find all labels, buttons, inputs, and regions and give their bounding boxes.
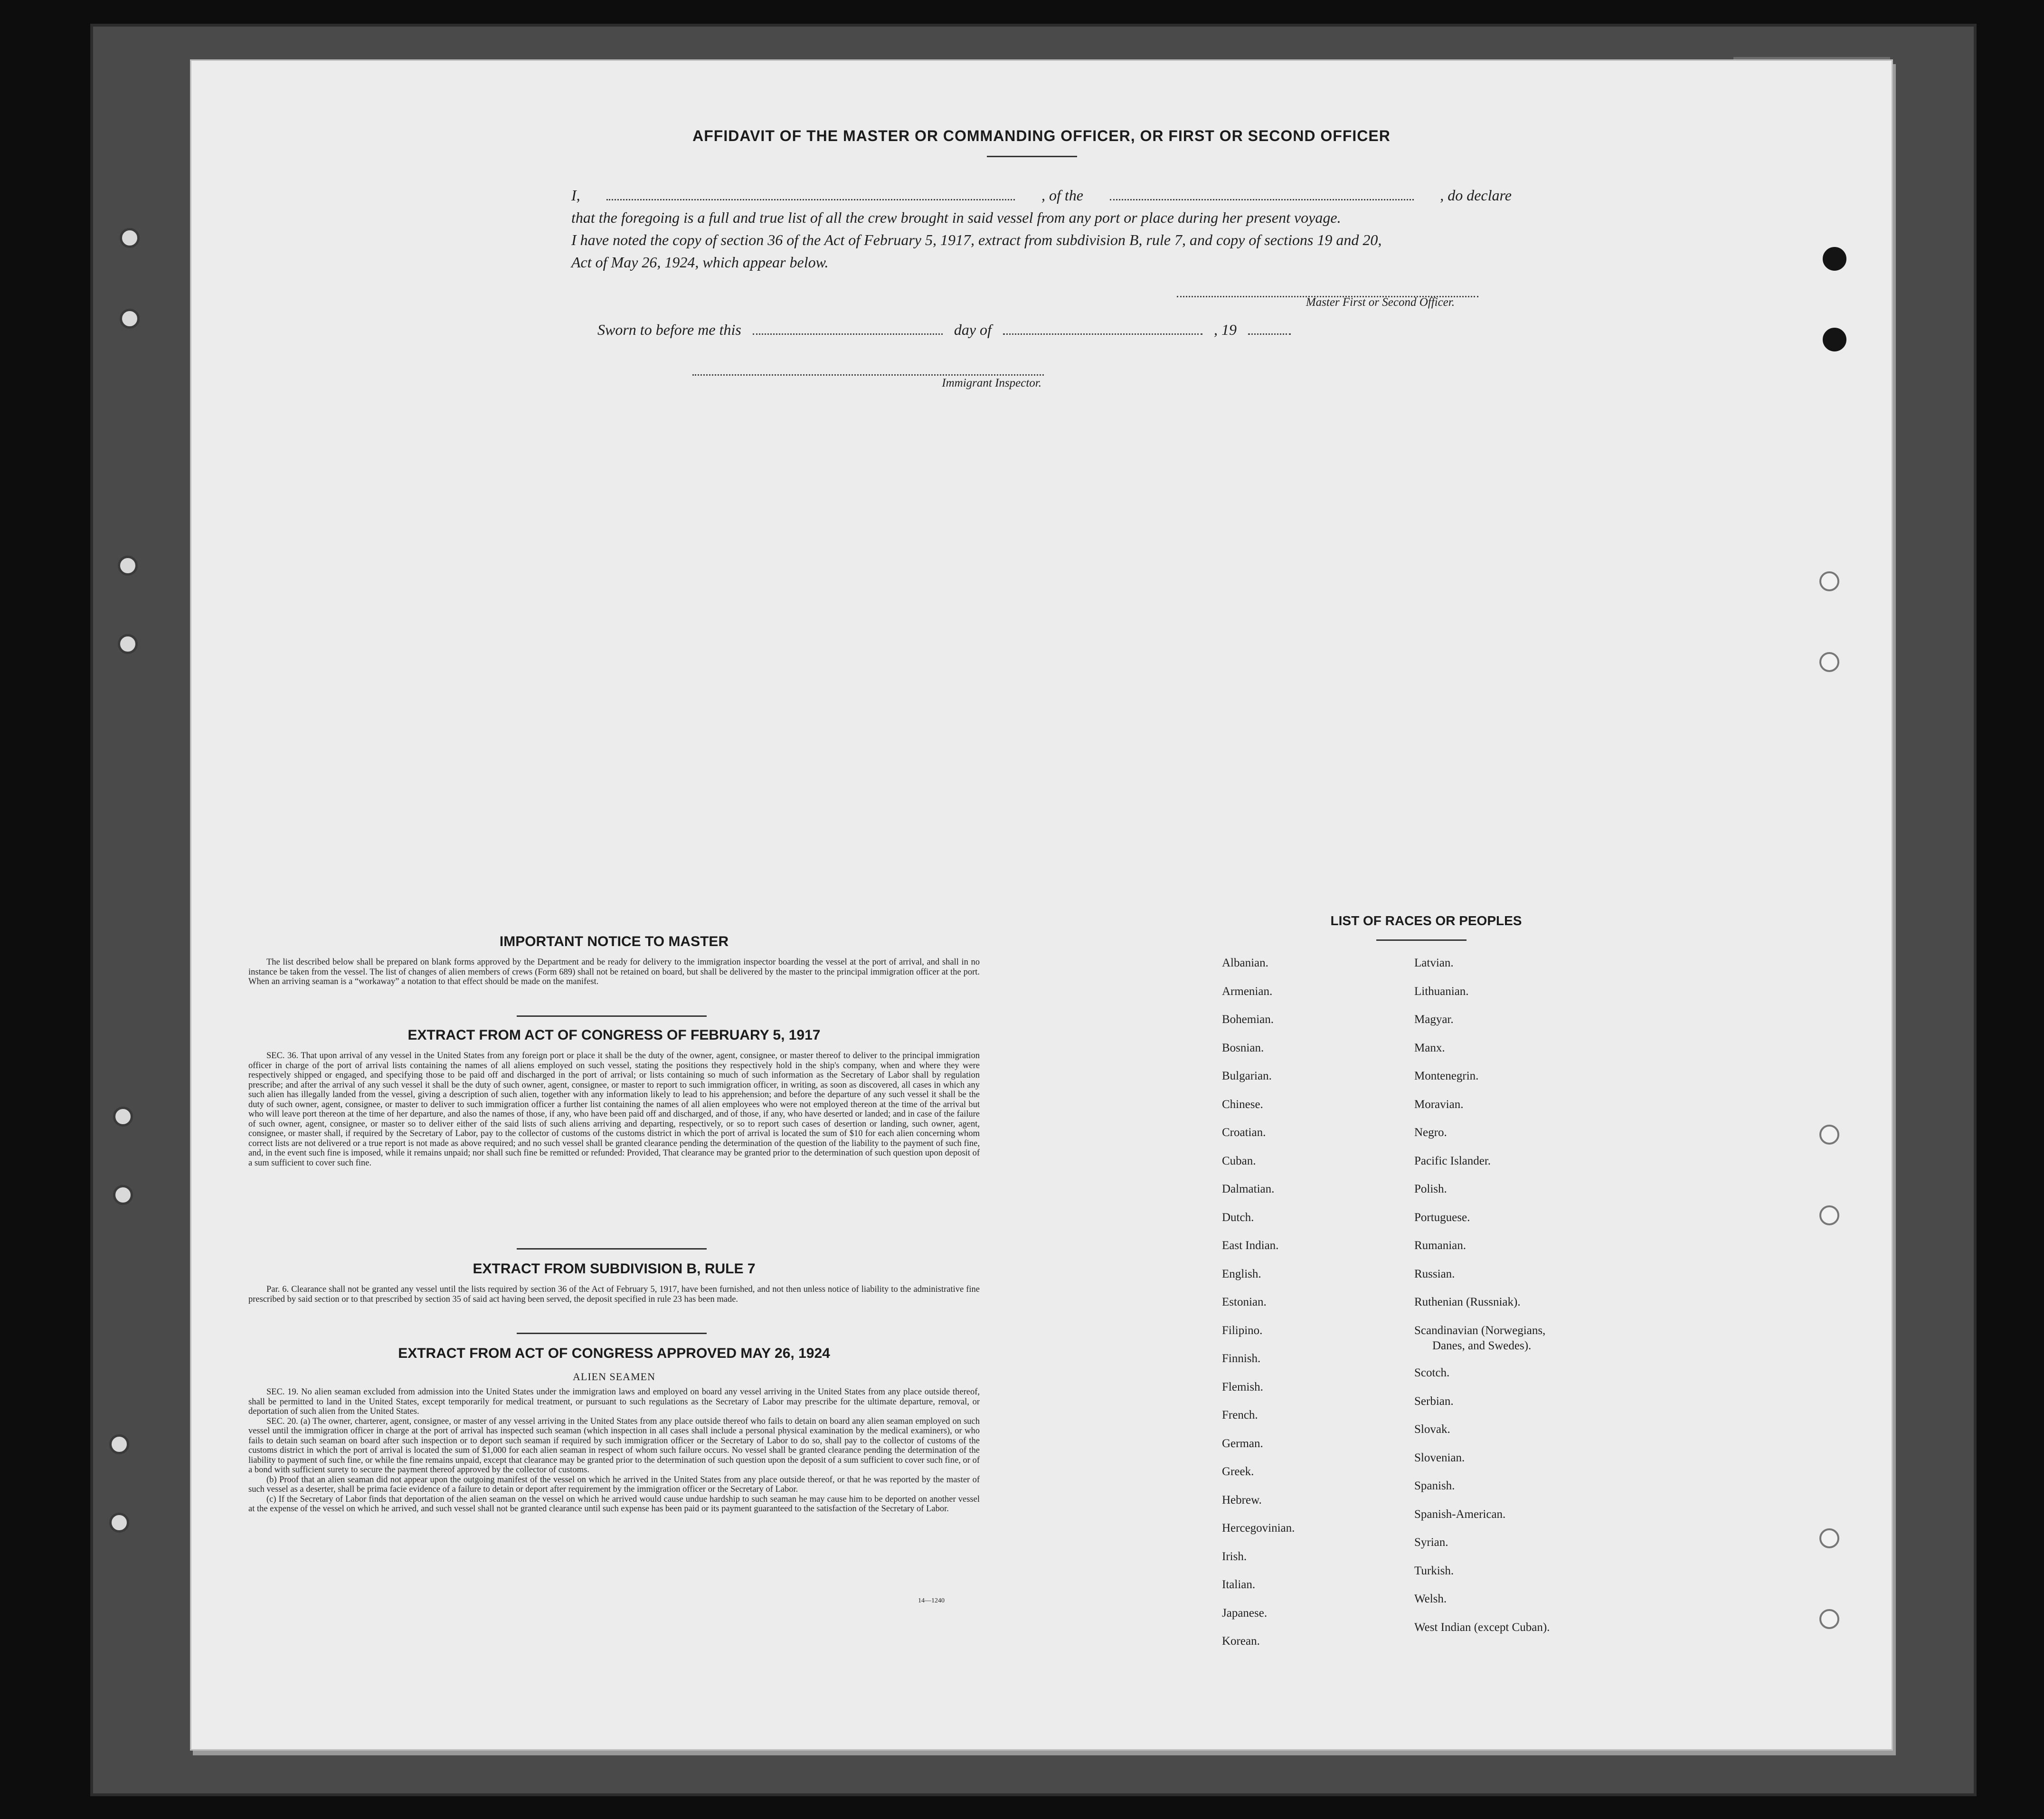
declaration-line (571, 184, 1512, 207)
race-item: French. (1222, 1409, 1258, 1421)
race-item: Lithuanian. (1414, 985, 1469, 998)
race-item: Scotch. (1414, 1366, 1450, 1379)
race-item: Bohemian. (1222, 1013, 1274, 1026)
race-item: Magyar. (1414, 1013, 1454, 1026)
binder-hole-icon (109, 1434, 129, 1454)
race-item: Finnish. (1222, 1352, 1261, 1365)
race-item: Ruthenian (Russniak). (1414, 1296, 1521, 1308)
rule-7-text (248, 1285, 980, 1304)
race-item: Welsh. (1414, 1592, 1447, 1605)
master-name-field[interactable] (606, 199, 1015, 200)
punch-hole-icon (1819, 1205, 1839, 1225)
race-item: Spanish. (1414, 1479, 1455, 1492)
race-item: Pacific Islander. (1414, 1154, 1491, 1167)
sworn-line (597, 321, 1291, 339)
race-item: Flemish. (1222, 1380, 1263, 1393)
day-of-label: day of (954, 321, 992, 338)
notice-title: IMPORTANT NOTICE TO MASTER (499, 934, 729, 949)
section-20a-paragraph: SEC. 20. (a) The owner, charterer, agent, consignee, or master of any vessel arriving in the United States from any place outside thereof who fails to detain on board any alien seaman employed on such vessel until the immigration officer in charge at the port of arrival has inspected such seaman (which inspection in all cases shall include a personal physical examination by the medical examiners), or who fails to detain such seaman on board after such inspection or to deport such seaman if required by such immigration officer or the Secretary of Labor to do so, shall pay to the collector of customs of the customs district in which the port of arrival is located the sum of $1,000 for each alien seaman in respect of whom such failure occurs. No vessel shall be granted clearance pending the determination of the liability to payment of such fine, or while the fine remains unpaid, except that clearance may be granted prior to the determination of such question upon the deposit of a sum sufficient to cover such fine, or of a bond with sufficient surety to secure the payment thereof approved by the collector of customs. (248, 1416, 980, 1475)
race-item: Armenian. (1222, 985, 1273, 998)
rule-7-title: EXTRACT FROM SUBDIVISION B, RULE 7 (473, 1261, 756, 1277)
race-item: Syrian. (1414, 1536, 1448, 1549)
sworn-day-field[interactable] (753, 333, 943, 335)
alien-seamen-subtitle: ALIEN SEAMEN (573, 1371, 655, 1383)
title-divider (987, 156, 1077, 157)
race-item: Slovak. (1414, 1423, 1450, 1436)
section-20c-paragraph: (c) If the Secretary of Labor finds that deportation of the alien seaman on the vessel on which he arrived would cause undue hardship to such seaman he may cause him to be deported on another vessel at the expense of the vessel on which he arrived, and such vessel shall not be granted clearance until such expense has been paid or its payment guaranteed to the satisfaction of the Secretary of Labor. (248, 1494, 980, 1514)
vessel-label: , of the (1041, 187, 1083, 204)
race-item: Bulgarian. (1222, 1070, 1272, 1082)
binder-hole-icon (118, 556, 138, 576)
race-item: Moravian. (1414, 1098, 1464, 1111)
notice-text (248, 957, 980, 987)
punch-hole-icon (1819, 1125, 1839, 1145)
race-item: Cuban. (1222, 1154, 1256, 1167)
extract-1924-text (248, 1387, 980, 1514)
races-title: LIST OF RACES OR PEOPLES (1330, 913, 1522, 928)
year-label: , 19 (1213, 321, 1237, 338)
race-item: Irish. (1222, 1550, 1247, 1563)
section-divider (517, 1015, 707, 1017)
inspector-signature-field[interactable] (692, 374, 1044, 376)
section-20b-paragraph: (b) Proof that an alien seaman did not appear upon the outgoing manifest of the vessel on which he arrived in the United States from any place outside thereof, or that he was reported by the master of such vessel as a deserter, shall be prima facie evidence of a failure to detain or deport after requirement by the immigration officer or the Secretary of Labor. (248, 1475, 980, 1494)
race-item: Chinese. (1222, 1098, 1263, 1111)
punch-hole-icon (1819, 652, 1839, 672)
race-item: Latvian. (1414, 957, 1454, 969)
binder-hole-icon (113, 1185, 133, 1205)
declaration-line-4: Act of May 26, 1924, which appear below. (571, 254, 829, 271)
sworn-month-field[interactable] (1003, 333, 1202, 335)
vessel-name-field[interactable] (1110, 199, 1414, 200)
races-divider (1376, 939, 1467, 941)
officer-signature-label: Master First or Second Officer. (1306, 296, 1455, 309)
race-item: West Indian (except Cuban). (1414, 1620, 1550, 1634)
race-item: Estonian. (1222, 1296, 1267, 1308)
race-item: Hebrew. (1222, 1493, 1262, 1506)
race-item: Japanese. (1222, 1606, 1268, 1620)
race-item: Montenegrin. (1414, 1070, 1479, 1082)
race-item-continuation: Danes, and Swedes). (1432, 1339, 1532, 1352)
race-item: Portuguese. (1414, 1211, 1470, 1224)
binder-hole-icon (113, 1107, 133, 1127)
notice-paragraph: The list described below shall be prepared on blank forms approved by the Department and be ready for delivery to the immigration inspector boarding the vessel at the port of arrival, and shall in no instance be taken from the vessel. The list of changes of alien members of crews (Form 689) shall not be retained on board, but shall be delivered by the master to the principal immigration officer at the port. When an arriving seaman is a “workaway” a notation to that effect should be made on the manifest. (248, 957, 980, 986)
race-item: Hercegovinian. (1222, 1522, 1295, 1535)
race-item: Croatian. (1222, 1126, 1266, 1139)
race-item: Greek. (1222, 1465, 1254, 1478)
race-item: East Indian. (1222, 1239, 1279, 1252)
race-item: Spanish-American. (1414, 1507, 1506, 1521)
race-item: Albanian. (1222, 957, 1268, 969)
race-item: Bosnian. (1222, 1041, 1264, 1054)
declaration-line-3: I have noted the copy of section 36 of the Act of February 5, 1917, extract from subdivision B, rule 7, and copy of sections 19 and 20, (571, 231, 1382, 248)
race-item: German. (1222, 1437, 1263, 1450)
affidavit-text (571, 184, 1512, 274)
race-item: English. (1222, 1267, 1261, 1280)
section-36-paragraph: SEC. 36. That upon arrival of any vessel in the United States from any foreign port or place it shall be the duty of the owner, agent, consignee, or master thereof to deliver to the principal immigration officer in charge of the port of arrival lists containing the names of all aliens employed on such vessel, stating the positions they respectively hold in the ship's company, when and where they were respectively shipped or engaged, and specifying those to be paid off and discharged in the port of arrival; or lists containing so much of such information as the Secretary of Labor shall by regulation prescribe; and after the arrival of any such vessel it shall be the duty of such owner, agent, consignee, or master to report to such immigration officer, in writing, as soon as discovered, all cases in which any such alien has illegally landed from the vessel, giving a description of such alien, together with any information likely to lead to his apprehension; and before the departure of any such vessel it shall be the duty of such owner, agent, consignee, or master to deliver to such immigration officer a further list containing the names of all alien employees who were not employed thereon at the time of the arrival but who will leave port thereon at the time of her departure, and also the names of those, if any, who have been paid off and discharged, and of those, if any, who have deserted or landed; and in case of the failure of such owner, agent, consignee, or master so to deliver either of the said lists of such aliens arriving and departing, respectively, or so to report such cases of desertion or landing, such owner, agent, consignee, or master shall, if required by the Secretary of Labor, pay to the collector of customs of the customs district in which the port of arrival is located the sum of $10 for each alien concerning whom correct lists are not delivered or a true report is not made as above required; and no such vessel shall be granted clearance pending the determination of the question of the liability to the payment of such fine, and, in the event such fine is imposed, while it remains unpaid; nor shall such fine be remitted or refunded: Provided, That clearance may be granted prior to the determination of such question upon deposit of a sum sufficient to cover such fine. (248, 1051, 980, 1168)
section-divider (517, 1333, 707, 1334)
race-item: Negro. (1414, 1126, 1447, 1139)
race-item: Polish. (1414, 1183, 1447, 1195)
race-item: Dutch. (1222, 1211, 1254, 1224)
punch-hole-icon (1823, 328, 1846, 351)
sworn-label: Sworn to before me this (597, 321, 741, 338)
binder-hole-icon (120, 309, 140, 329)
binder-hole-icon (120, 228, 140, 248)
punch-hole-icon (1819, 1609, 1839, 1629)
race-item: Korean. (1222, 1635, 1260, 1648)
punch-hole-icon (1823, 247, 1846, 271)
manifest-page (190, 59, 1893, 1751)
race-item: Dalmatian. (1222, 1183, 1275, 1195)
extract-1924-title: EXTRACT FROM ACT OF CONGRESS APPROVED MAY 26, 1924 (398, 1345, 830, 1361)
section-divider (517, 1248, 707, 1250)
binder-hole-icon (109, 1513, 129, 1533)
sworn-year-field[interactable] (1248, 333, 1291, 335)
affidavit-title: AFFIDAVIT OF THE MASTER OR COMMANDING OFFICER, OR FIRST OR SECOND OFFICER (692, 127, 1391, 144)
binder-hole-icon (118, 634, 138, 654)
race-item: Turkish. (1414, 1564, 1454, 1577)
punch-hole-icon (1819, 1528, 1839, 1548)
race-item: Manx. (1414, 1041, 1445, 1054)
race-item: Filipino. (1222, 1324, 1263, 1337)
punch-hole-icon (1819, 571, 1839, 591)
race-item: Serbian. (1414, 1394, 1454, 1408)
declare-label: , do declare (1440, 187, 1512, 204)
race-item: Italian. (1222, 1578, 1256, 1591)
section-19-paragraph: SEC. 19. No alien seaman excluded from admission into the United States under the immigration laws and employed on board any vessel arriving in the United States from any place outside thereof, shall be permitted to land in the United States, except temporarily for medical treatment, or pursuant to such regulations as the Secretary of Labor may prescribe for the ultimate departure, removal, or deportation of such alien from the United States. (248, 1387, 980, 1416)
paragraph-6: Par. 6. Clearance shall not be granted any vessel until the lists required by section 36 of the Act of February 5, 1917, have been furnished, and not then unless notice of liability to the administrative fine prescribed by said section or to that prescribed by section 35 of said act having been served, the deposit specified in rule 23 has been made. (248, 1285, 980, 1304)
race-item: Russian. (1414, 1267, 1455, 1280)
race-item: Rumanian. (1414, 1239, 1467, 1252)
declaration-line-2: that the foregoing is a full and true list of all the crew brought in said vessel from any port or place during her present voyage. (571, 209, 1341, 226)
inspector-signature-label: Immigrant Inspector. (942, 377, 1041, 389)
declarant-label: I, (571, 187, 580, 204)
extract-1917-text (248, 1051, 980, 1168)
form-number: 14—1240 (918, 1597, 945, 1604)
extract-1917-title: EXTRACT FROM ACT OF CONGRESS OF FEBRUARY 5, 1917 (407, 1027, 821, 1043)
race-item: Slovenian. (1414, 1451, 1465, 1464)
race-item: Scandinavian (Norwegians, (1414, 1324, 1546, 1337)
